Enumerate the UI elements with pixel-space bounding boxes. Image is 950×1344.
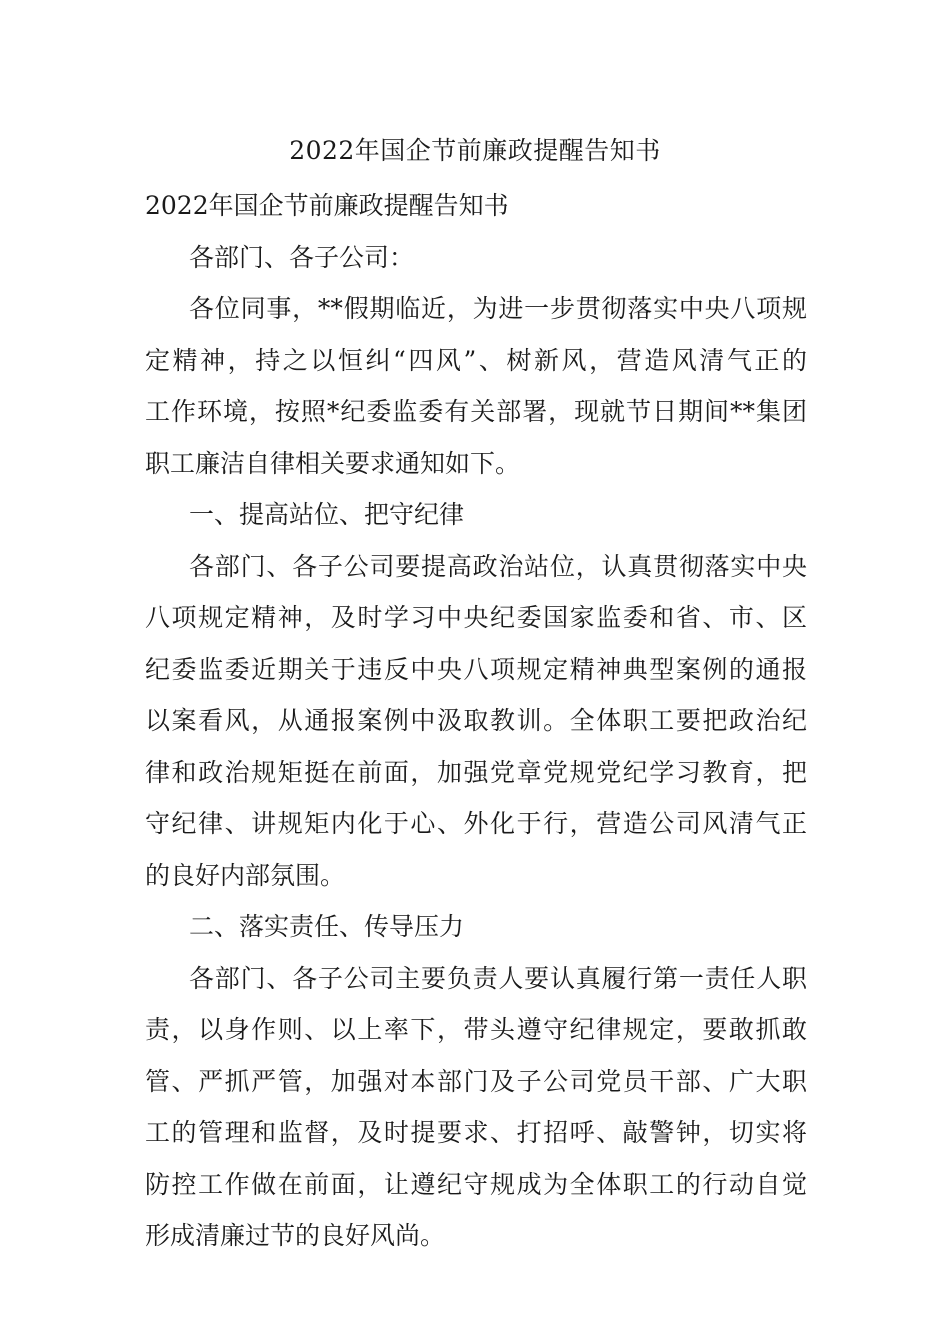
- document-title: 2022年国企节前廉政提醒告知书: [289, 136, 661, 165]
- paragraph-line: 纪委监委近期关于违反中央八项规定精神典型案例的通报: [145, 654, 807, 684]
- salutation: 各部门、各子公司：: [189, 242, 415, 272]
- paragraph-line: 各位同事，**假期临近，为进一步贯彻落实中央八项规: [189, 294, 807, 323]
- paragraph-line: 定精神，持之以恒纠“四风”、树新风，营造风清气正的: [145, 345, 807, 375]
- paragraph-line: 形成清廉过节的良好风尚。: [145, 1221, 446, 1250]
- paragraph-line: 职工廉洁自律相关要求通知如下。: [145, 448, 521, 478]
- paragraph-line: 各部门、各子公司要提高政治站位，认真贯彻落实中央: [189, 551, 807, 581]
- paragraph-line: 八项规定精神，及时学习中央纪委国家监委和省、市、区: [145, 603, 807, 632]
- intro-paragraph: [145, 283, 807, 489]
- paragraph-line: 防控工作做在前面，让遵纪守规成为全体职工的行动自觉: [145, 1169, 807, 1199]
- paragraph-line: 守纪律、讲规矩内化于心、外化于行，营造公司风清气正: [145, 809, 807, 838]
- section1-paragraph: [145, 541, 807, 902]
- section2-paragraph: [145, 953, 807, 1262]
- document-body: [145, 180, 807, 1262]
- paragraph-line: 各部门、各子公司主要负责人要认真履行第一责任人职: [189, 963, 807, 993]
- paragraph-line: 的良好内部氛围。: [145, 860, 346, 890]
- section-heading-2: 二、落实责任、传导压力: [189, 912, 465, 941]
- paragraph-line: 律和政治规矩挺在前面，加强党章党规党纪学习教育，把: [145, 757, 807, 787]
- paragraph-line: 以案看风，从通报案例中汲取教训。全体职工要把政治纪: [145, 706, 807, 735]
- paragraph-line: 责，以身作则、以上率下，带头遵守纪律规定，要敢抓敢: [145, 1015, 807, 1044]
- document-subtitle: 2022年国企节前廉政提醒告知书: [145, 191, 509, 220]
- paragraph-line: 管、严抓严管，加强对本部门及子公司党员干部、广大职: [145, 1066, 807, 1096]
- paragraph-line: 工作环境，按照*纪委监委有关部署，现就节日期间**集团: [145, 397, 807, 426]
- paragraph-line: 工的管理和监督，及时提要求、打招呼、敲警钟，切实将: [145, 1118, 807, 1147]
- section-heading-1: 一、提高站位、把守纪律: [189, 500, 465, 529]
